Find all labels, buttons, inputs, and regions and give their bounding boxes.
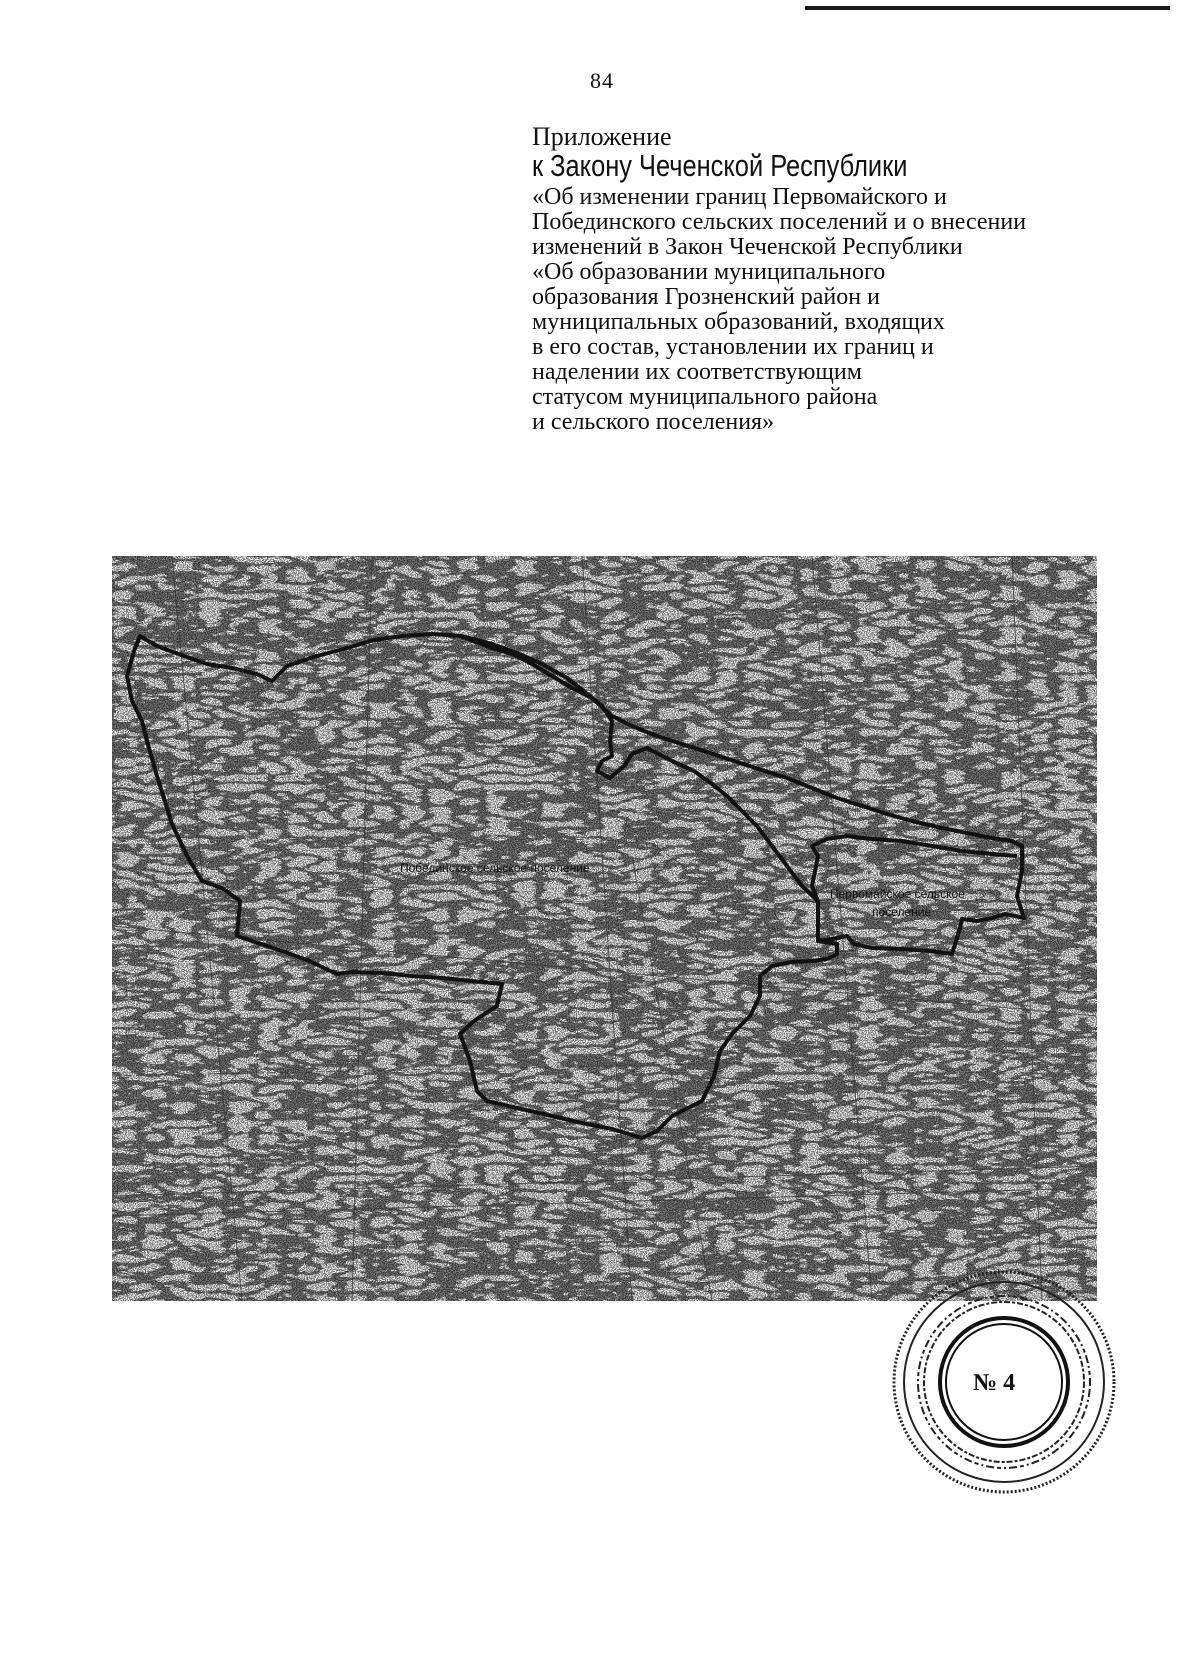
page-number: 84 <box>590 68 614 93</box>
seal-number: № 4 <box>973 1370 1016 1396</box>
boundary-map <box>112 556 1097 1301</box>
annex-law-reference: к Закону Чеченской Республики <box>532 148 908 183</box>
pervomaiskoe-label-line2: поселение <box>872 905 932 919</box>
top-rule <box>805 6 1170 10</box>
annex-law-name: «Об изменении границ Первомайского и Побединского сельских поселений и о внесении изменений в Закон Чеченской Республики «Об образовании муниципального образования Грозненский район и муниципальных образований, входящих в его состав, установлении их границ и наделении их соответствующим статусом муниципального района и сельского поселения» <box>532 184 1027 435</box>
pobedinskoe-label: Побединское сельское поселение <box>400 861 590 875</box>
map-background-texture <box>112 556 1097 1301</box>
map-canvas <box>112 556 1097 1301</box>
official-seal <box>888 1266 1120 1498</box>
seal-graphic <box>888 1266 1120 1498</box>
pervomaiskoe-label-line1: Первомайское сельское <box>830 887 965 901</box>
annex-header <box>532 124 1172 435</box>
annex-title: Приложение <box>532 122 672 151</box>
